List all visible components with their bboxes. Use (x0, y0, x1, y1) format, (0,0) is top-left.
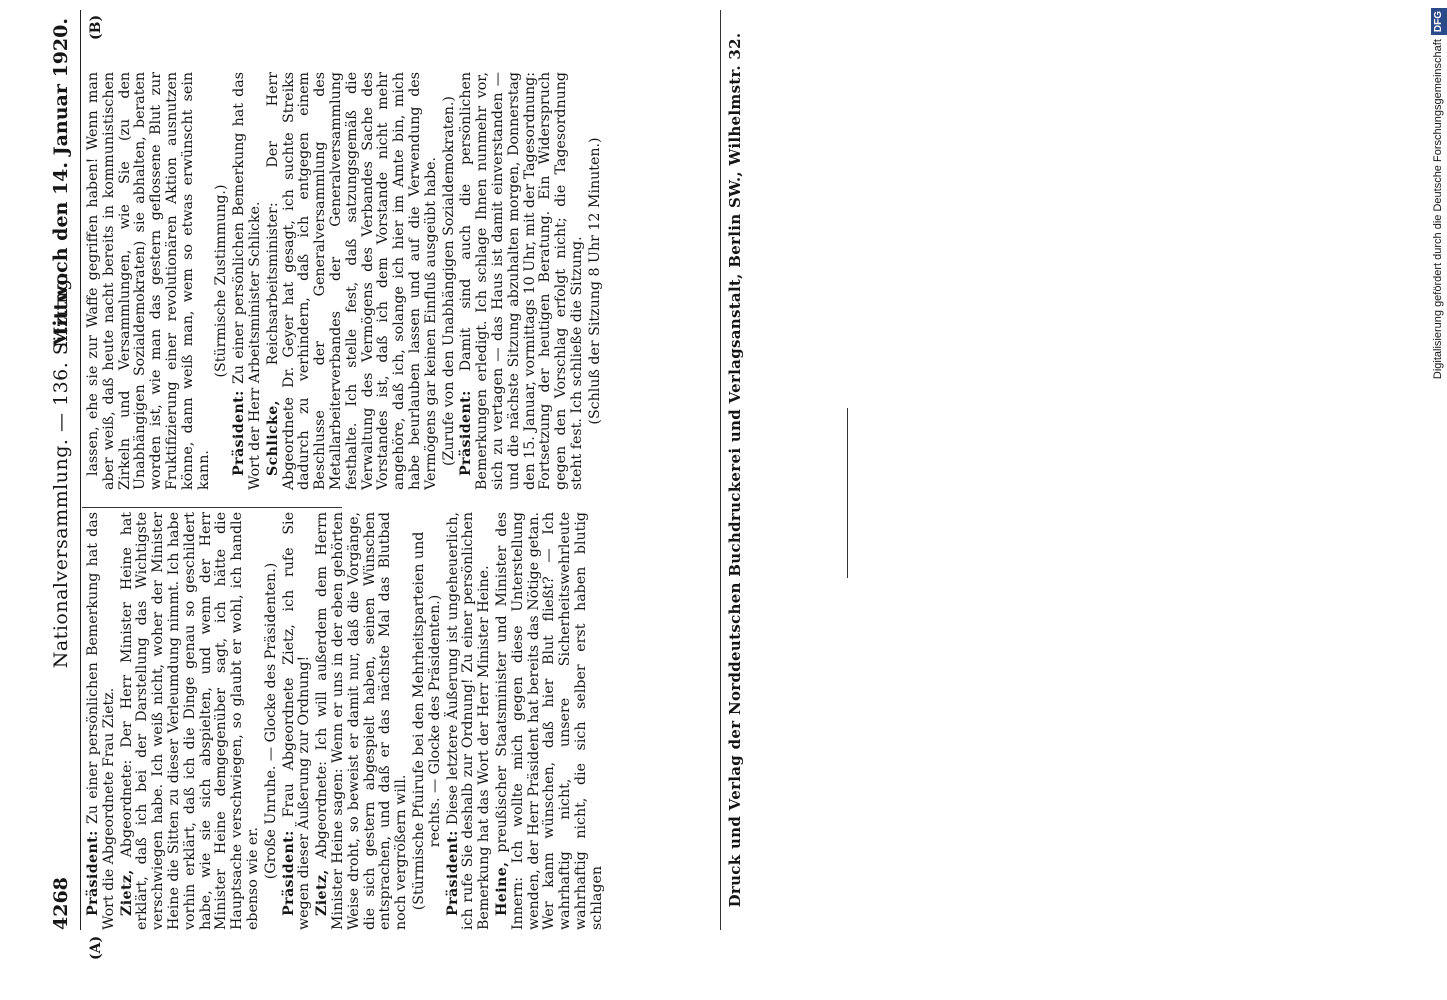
speaker-name: Präsident: (444, 830, 461, 916)
speech-paragraph (459, 72, 585, 490)
rotated-page (40, 0, 840, 1000)
stage-direction: (Stürmische Zustimmung.) (213, 184, 230, 378)
speech-text: lassen, ehe sie zur Waffe gegriffen haben! Wenn man aber weiß, daß heute nacht bereits in kommunistischen Zirkeln und Versammlungen, wie Sie (zu den Unabhängigen Sozialdemokraten) sie abhalten, beraten worden ist, wie man das gestern geflossene Blut zur Fruktifizierung einer revolutionären Aktion ausnutzen könne, dann weiß man, wem so etwas erwünscht sein kann. (85, 72, 212, 490)
header-rule (80, 10, 81, 930)
speech-text: Zu einer persönlichen Bemerkung hat das Wort der Herr Arbeitsminister Schlicke. (231, 72, 263, 490)
speech-text: Zu einer persönlichen Bemerkung hat das Wort die Abgeordnete Frau Zietz. (85, 512, 117, 930)
speech-paragraph (495, 512, 606, 930)
speaker-name: Präsident: (231, 390, 248, 476)
funding-note (1430, 8, 1446, 988)
speaker-name: Zietz, (314, 869, 331, 916)
speech-paragraph (120, 512, 262, 930)
speech-text: Diese letztere Äußerung ist ungeheuerlich, ich rufe Sie deshalb zur Ordnung! Zu einer persönlichen Bemerkung hat das Wort der Herr Minister Heine. (444, 512, 493, 930)
speech-paragraph (315, 512, 410, 930)
speech-text: Abgeordnete: Ich will außerdem dem Herrn Minister Heine sagen: Wenn er uns in der eben gehörten Weise droht, so beweist er damit nur, daß die Vorgänge, die sich gestern abgespielt haben, seinen Wünschen entsprachen, und daß er das nächste Mal das Blutbad noch vergrößern will. (314, 512, 410, 930)
left-column (86, 512, 608, 930)
speaker-name: Präsident: (85, 830, 101, 916)
session-date: Mittwoch den 14. Januar 1920. (50, 18, 72, 348)
funding-text: Digitalisierung gefördert durch die Deutsche Forschungsgemeinschaft (1432, 39, 1444, 380)
margin-marker-b: (B) (88, 14, 104, 40)
page-header (44, 10, 78, 930)
dfg-logo: DFG (1431, 8, 1447, 35)
speech-paragraph (446, 512, 493, 930)
speech-paragraph (232, 72, 264, 490)
side-margin (1416, 8, 1444, 992)
page-number: 4268 (50, 877, 72, 930)
speech-text: Damit sind auch die persönlichen Bemerkungen erledigt. Ich schlage Ihnen nunmehr vor, sich zu vertagen — das Haus ist damit einverstanden — und die nächste Sitzung abzuhalten morgen, Donnerstag den 15. Januar, vormittags 10 Uhr, mit der Tagesordnung: Fortsetzung der heutigen Beratung. Ein Widerspruch gegen den Vorschlag erfolgt nicht; die Tagesordnung steht fest. Ich schließe die Sitzung. (458, 72, 585, 490)
speech-paragraph (86, 72, 212, 490)
speaker-name: Präsident: (458, 390, 475, 476)
speaker-name: Schlicke, (264, 399, 281, 476)
speaker-name: Präsident: (280, 830, 297, 916)
speech-text: Frau Abgeordnete Zietz, ich rufe Sie wegen dieser Äußerung zur Ordnung! (280, 512, 313, 930)
right-column (86, 72, 606, 490)
speaker-name: Zietz, (118, 869, 135, 916)
footer-rule (720, 10, 721, 930)
speech-paragraph (86, 512, 118, 930)
speech-text: Reichsarbeitsminister: Der Herr Abgeordnete Dr. Geyer hat gesagt, ich suchte Streiks dadurch zu verhindern, daß ich entgegen einem Beschlusse der Generalversammlung des Metallarbeiterverbandes der Generalversammlung festhalte. Ich stelle fest, daß satzungsgemäß die Verwaltung des Vermögens des Verbandes Sache des Vorstandes ist, daß ich dem Vorstande nicht mehr angehöre, daß ich, solange ich hier im Amte bin, mich habe beurlauben lassen und auf die Verwendung des Vermögens gar keinen Einfluß ausgeübt habe. (264, 72, 439, 490)
speaker-name: Heine, (493, 861, 510, 916)
stage-direction: (Große Unruhe. — Glocke des Präsidenten.) (262, 562, 279, 880)
imprint: Druck und Verlag der Norddeutschen Buchdruckerei und Verlagsanstalt, Berlin SW., Wilhelmstr. 32. (726, 32, 744, 908)
page-title: Nationalversammlung. — 136. Sitzung. (50, 271, 72, 669)
stage-direction: (Zurufe von den Unabhängigen Sozialdemokraten.) (440, 96, 457, 466)
speech-paragraph (282, 512, 314, 930)
stage-direction: (Schluß der Sitzung 8 Uhr 12 Minuten.) (586, 137, 603, 425)
column-divider (82, 507, 342, 508)
speech-text: Abgeordnete: Der Herr Minister Heine hat erklärt, daß ich bei der Darstellung das Wichtigste verschwiegen habe. Ich weiß nicht, woher der Minister Heine die Sitten zu dieser Verleumdung nimmt. Ich habe vorhin erklärt, daß ich die Dinge genau so geschildert habe, wie sie sich abspielten, und wenn der Herr Minister Heine demgegenüber sagt, ich hätte die Hauptsache verschwiegen, so glaubt er wohl, ich handle ebenso wie er. (118, 512, 261, 930)
center-divider-line (847, 408, 848, 578)
speech-paragraph (266, 72, 440, 490)
speech-text: preußischer Staatsminister und Minister des Innern: Ich wollte mich gegen diese Unterstellung wenden, der Herr Präsident hat bereits das Nötige getan. Wer kann wünschen, daß hier Blut fließt? — Ich wahrhaftig nicht, unsere Sicherheitswehrleute wahrhaftig nicht, die sich selber erst haben blutig schlagen (493, 512, 605, 930)
margin-marker-a: (A) (88, 935, 104, 960)
stage-direction: (Stürmische Pfuirufe bei den Mehrheitsparteien und rechts. — Glocke des Präsidenten.) (410, 531, 443, 911)
